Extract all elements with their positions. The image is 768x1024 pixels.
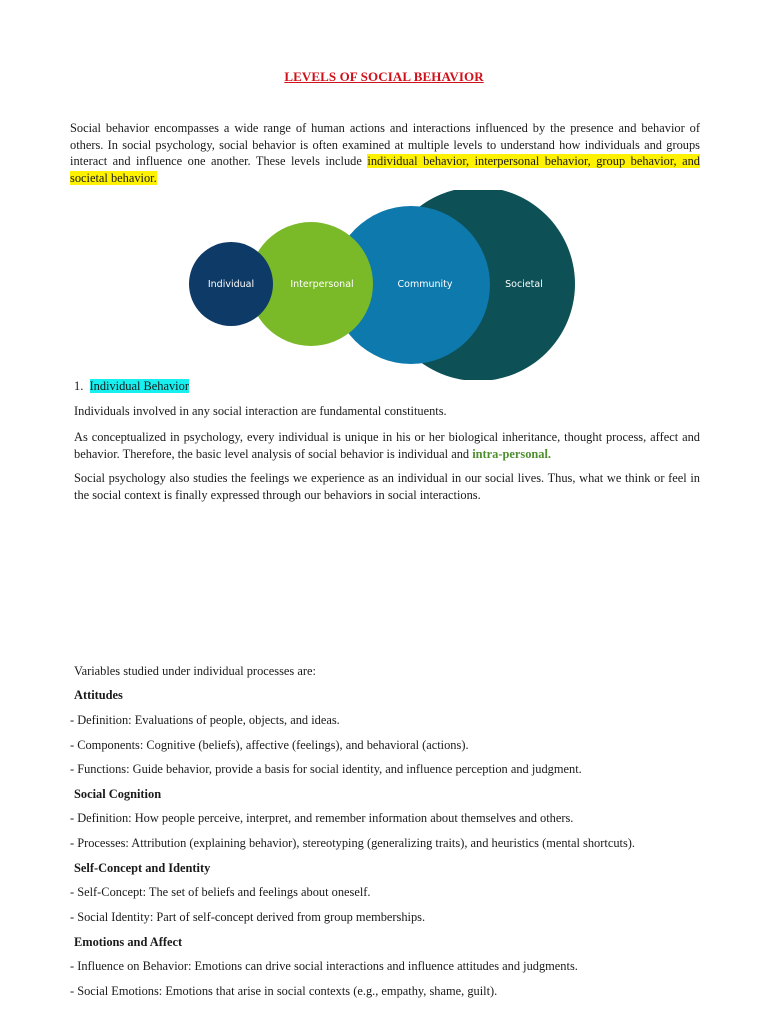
self-concept-heading: Self-Concept and Identity <box>74 861 211 875</box>
variables-intro: Variables studied under individual processes are: <box>74 664 316 678</box>
list-item: - Self-Concept: The set of beliefs and feelings about oneself. <box>70 885 371 899</box>
list-item: - Definition: Evaluations of people, objects, and ideas. <box>70 713 340 727</box>
list-item: - Components: Cognitive (beliefs), affective (feelings), and behavioral (actions). <box>70 738 469 752</box>
p2-text: As conceptualized in psychology, every individual is unique in his or her biological inheritance, thought process, affect and behavior. Therefore, the basic level analysis of social behavior is individual and <box>74 430 700 461</box>
label-interpersonal: Interpersonal <box>290 279 354 290</box>
list-item: - Functions: Guide behavior, provide a basis for social identity, and influence perception and judgment. <box>70 762 582 776</box>
label-societal: Societal <box>505 279 543 290</box>
levels-diagram <box>186 190 586 380</box>
emotions-heading: Emotions and Affect <box>74 935 183 949</box>
list-item: - Definition: How people perceive, interpret, and remember information about themselves and others. <box>70 811 574 825</box>
social-cognition-heading: Social Cognition <box>74 787 162 801</box>
section-1-p3: Social psychology also studies the feelings we experience as an individual in our social lives. Thus, what we think or feel in the social context is finally expressed through our behaviors in social interactions. <box>74 471 700 502</box>
label-community: Community <box>397 279 453 290</box>
list-item: - Influence on Behavior: Emotions can drive social interactions and influence attitudes and judgments. <box>70 959 578 973</box>
intro-text: Social behavior encompasses a wide range of human actions and interactions influenced by the presence and behavior of others. In social psychology, social behavior is often examined at multiple levels to understand how individuals and groups interact and influence one another. These levels include <box>70 121 700 169</box>
p2-green-term: intra-personal. <box>472 446 552 461</box>
attitudes-heading: Attitudes <box>74 688 123 702</box>
section-1-p2 <box>74 429 700 462</box>
section-title: Individual Behavior <box>89 379 189 393</box>
list-item: - Processes: Attribution (explaining behavior), stereotyping (generalizing traits), and heuristics (mental shortcuts). <box>70 836 636 850</box>
section-1-heading <box>74 379 189 394</box>
list-item: - Social Identity: Part of self-concept derived from group memberships. <box>70 910 426 924</box>
page-title: LEVELS OF SOCIAL BEHAVIOR <box>284 69 484 84</box>
intro-highlight: individual behavior, interpersonal behavior, group behavior, and societal behavior. <box>70 154 700 185</box>
section-number: 1. <box>74 379 84 393</box>
section-1-p1: Individuals involved in any social interaction are fundamental constituents. <box>74 404 447 418</box>
label-individual: Individual <box>207 279 255 290</box>
intro-paragraph <box>70 120 700 186</box>
list-item: - Social Emotions: Emotions that arise in social contexts (e.g., empathy, shame, guilt). <box>70 984 498 998</box>
